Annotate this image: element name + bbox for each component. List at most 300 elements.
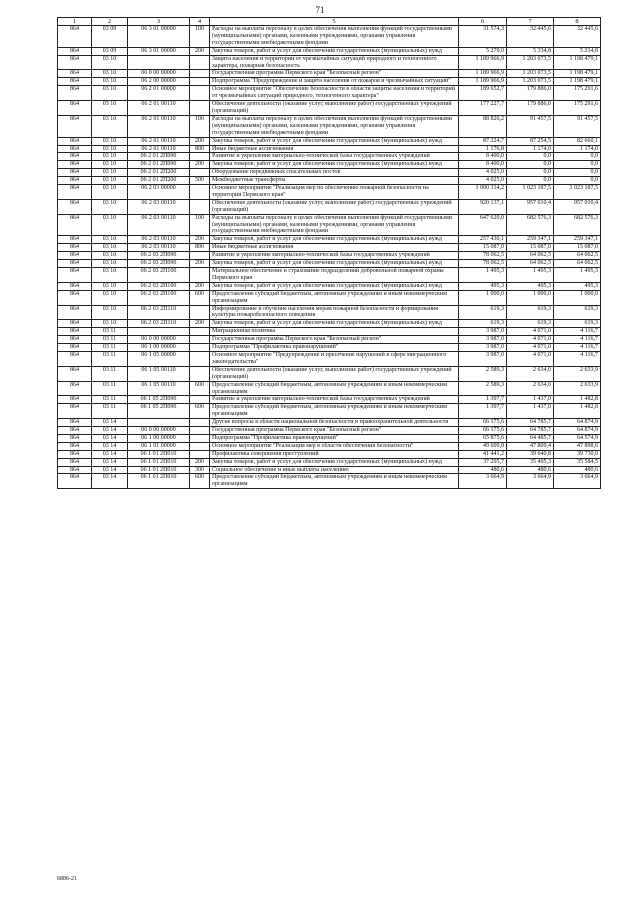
item-name: Социальное обеспечение и иные выплаты населению xyxy=(210,466,459,474)
amount-year-3: 957 010,4 xyxy=(554,199,601,214)
table-row xyxy=(58,366,601,381)
amount-year-1: 2 589,3 xyxy=(459,366,507,381)
target-article-code: 06 2 03 00110 xyxy=(128,199,190,214)
amount-year-2: 682 576,3 xyxy=(507,214,554,236)
column-number: 1 xyxy=(58,18,92,26)
target-article-code: 06 3 01 00090 xyxy=(128,47,190,55)
amount-year-1: 3 987,0 xyxy=(459,351,507,366)
table-row xyxy=(58,290,601,305)
ministry-code: 864 xyxy=(58,404,92,419)
table-row xyxy=(58,161,601,169)
section-code: 03 10 xyxy=(92,70,128,78)
amount-year-3: 3 664,9 xyxy=(554,474,601,489)
section-code: 03 10 xyxy=(92,55,128,70)
item-name: Предоставление субсидий бюджетным, автономным учреждениям и иным некоммерческим организациям xyxy=(210,290,459,305)
amount-year-3: 1 198 479,1 xyxy=(554,70,601,78)
target-article-code: 06 1 05 00110 xyxy=(128,366,190,381)
ministry-code: 864 xyxy=(58,268,92,283)
expense-type-code: 100 xyxy=(190,115,210,137)
expense-type-code: 100 xyxy=(190,214,210,236)
item-name: Обеспечение деятельности (оказание услуг, выполнение работ) государственных учреждений (организаций) xyxy=(210,101,459,116)
expense-type-code: 200 xyxy=(190,236,210,244)
amount-year-3: 15 087,0 xyxy=(554,244,601,252)
target-article-code: 06 1 01 2П010 xyxy=(128,466,190,474)
table-row xyxy=(58,214,601,236)
target-article-code: 06 2 01 2П090 xyxy=(128,161,190,169)
amount-year-3: 480,6 xyxy=(554,466,601,474)
target-article-code: 06 0 00 00000 xyxy=(128,70,190,78)
expense-type-code xyxy=(190,396,210,404)
amount-year-3: 35 584,5 xyxy=(554,458,601,466)
amount-year-1: 78 062,5 xyxy=(459,252,507,260)
target-article-code xyxy=(128,328,190,336)
expense-type-code: 800 xyxy=(190,145,210,153)
section-code: 03 10 xyxy=(92,137,128,145)
amount-year-2: 619,3 xyxy=(507,305,554,320)
expense-type-code xyxy=(190,427,210,435)
amount-year-3: 4 116,7 xyxy=(554,336,601,344)
section-code: 03 10 xyxy=(92,214,128,236)
ministry-code: 864 xyxy=(58,366,92,381)
item-name: Закупка товаров, работ и услуг для обеспечения государственных (муниципальных) нужд xyxy=(210,320,459,328)
amount-year-3: 1 198 479,1 xyxy=(554,55,601,70)
ministry-code: 864 xyxy=(58,137,92,145)
item-name: Закупка товаров, работ и услуг для обеспечения государственных (муниципальных) нужд xyxy=(210,260,459,268)
table-row xyxy=(58,177,601,185)
ministry-code: 864 xyxy=(58,78,92,86)
section-code: 03 10 xyxy=(92,244,128,252)
expense-type-code: 200 xyxy=(190,47,210,55)
amount-year-3: 82 660,1 xyxy=(554,137,601,145)
table-row xyxy=(58,336,601,344)
section-code: 03 14 xyxy=(92,458,128,466)
expense-type-code: 600 xyxy=(190,404,210,419)
section-code: 03 11 xyxy=(92,336,128,344)
section-code: 03 10 xyxy=(92,169,128,177)
amount-year-2: 32 445,6 xyxy=(507,26,554,48)
amount-year-1: 41 441,2 xyxy=(459,450,507,458)
expense-type-code: 200 xyxy=(190,458,210,466)
target-article-code: 06 2 01 00110 xyxy=(128,115,190,137)
ministry-code: 864 xyxy=(58,161,92,169)
table-row xyxy=(58,305,601,320)
amount-year-1: 31 574,3 xyxy=(459,26,507,48)
amount-year-1: 1 176,8 xyxy=(459,145,507,153)
item-name: Расходы на выплаты персоналу в целях обеспечения выполнения функций государственными (муниципальными) органами, казенными учреждениями, органами управления государственными внебюджетными фондами xyxy=(210,26,459,48)
ministry-code: 864 xyxy=(58,466,92,474)
ministry-code: 864 xyxy=(58,458,92,466)
section-code: 03 10 xyxy=(92,305,128,320)
amount-year-3: 64 062,5 xyxy=(554,260,601,268)
item-name: Иные бюджетные ассигнования xyxy=(210,145,459,153)
item-name: Предоставление субсидий бюджетным, автономным учреждениям и иным некоммерческим организациям xyxy=(210,474,459,489)
target-article-code xyxy=(128,55,190,70)
amount-year-1: 1 000 314,2 xyxy=(459,185,507,200)
amount-year-2: 3 664,9 xyxy=(507,474,554,489)
section-code: 03 14 xyxy=(92,466,128,474)
target-article-code: 06 1 00 00000 xyxy=(128,344,190,352)
table-row xyxy=(58,169,601,177)
amount-year-3: 64 062,5 xyxy=(554,252,601,260)
item-name: Развитие и укрепление материально-технической базы государственных учреждений xyxy=(210,252,459,260)
amount-year-2: 1 203 073,5 xyxy=(507,55,554,70)
item-name: Иные бюджетные ассигнования xyxy=(210,244,459,252)
amount-year-1: 1 189 966,9 xyxy=(459,70,507,78)
section-code: 03 10 xyxy=(92,101,128,116)
ministry-code: 864 xyxy=(58,260,92,268)
expense-type-code xyxy=(190,351,210,366)
target-article-code: 06 2 03 2П100 xyxy=(128,290,190,305)
table-row xyxy=(58,450,601,458)
item-name: Основное мероприятие "Предупреждение и пресечение нарушений в сфере миграционного законодательства" xyxy=(210,351,459,366)
expense-type-code: 200 xyxy=(190,260,210,268)
ministry-code: 864 xyxy=(58,252,92,260)
amount-year-1: 3 987,0 xyxy=(459,328,507,336)
item-name: Подпрограмма "Предупреждение и защита населения от пожаров и чрезвычайных ситуаций" xyxy=(210,78,459,86)
amount-year-2: 0,0 xyxy=(507,169,554,177)
amount-year-1: 8 400,0 xyxy=(459,153,507,161)
amount-year-2: 2 634,0 xyxy=(507,381,554,396)
table-row xyxy=(58,419,601,427)
ministry-code: 864 xyxy=(58,396,92,404)
ministry-code: 864 xyxy=(58,434,92,442)
section-code: 03 10 xyxy=(92,115,128,137)
table-row xyxy=(58,404,601,419)
item-name: Предоставление субсидий бюджетным, автономным учреждениям и иным некоммерческим организациям xyxy=(210,404,459,419)
ministry-code: 864 xyxy=(58,474,92,489)
section-code: 03 11 xyxy=(92,328,128,336)
table-row xyxy=(58,115,601,137)
amount-year-1: 65 875,6 xyxy=(459,434,507,442)
amount-year-1: 5 270,0 xyxy=(459,47,507,55)
ministry-code: 864 xyxy=(58,26,92,48)
ministry-code: 864 xyxy=(58,70,92,78)
amount-year-2: 4 071,0 xyxy=(507,351,554,366)
item-name: Материальное обеспечение и страхование подразделений добровольной пожарной охраны Пермского края xyxy=(210,268,459,283)
ministry-code: 864 xyxy=(58,450,92,458)
amount-year-1: 257 430,1 xyxy=(459,236,507,244)
amount-year-3: 175 291,6 xyxy=(554,86,601,101)
amount-year-2: 4 071,0 xyxy=(507,328,554,336)
ministry-code: 864 xyxy=(58,427,92,435)
table-row xyxy=(58,344,601,352)
amount-year-2: 1 437,0 xyxy=(507,404,554,419)
table-row xyxy=(58,55,601,70)
amount-year-3: 64 874,9 xyxy=(554,427,601,435)
amount-year-3: 64 574,9 xyxy=(554,434,601,442)
target-article-code: 06 1 00 00000 xyxy=(128,434,190,442)
ministry-code: 864 xyxy=(58,177,92,185)
amount-year-2: 0,0 xyxy=(507,153,554,161)
amount-year-1: 8 400,0 xyxy=(459,161,507,169)
section-code: 03 14 xyxy=(92,474,128,489)
amount-year-2: 480,6 xyxy=(507,466,554,474)
column-number: 8 xyxy=(554,18,601,26)
table-row xyxy=(58,282,601,290)
amount-year-2: 15 087,0 xyxy=(507,244,554,252)
expense-type-code xyxy=(190,252,210,260)
ministry-code: 864 xyxy=(58,145,92,153)
amount-year-2: 5 334,8 xyxy=(507,47,554,55)
expense-type-code: 600 xyxy=(190,381,210,396)
item-name: Государственная программа Пермского края "Безопасный регион" xyxy=(210,427,459,435)
amount-year-1: 4 025,0 xyxy=(459,177,507,185)
amount-year-2: 495,3 xyxy=(507,282,554,290)
amount-year-2: 39 640,8 xyxy=(507,450,554,458)
ministry-code: 864 xyxy=(58,290,92,305)
item-name: Развитие и укрепление материально-технической базы государственных учреждений xyxy=(210,396,459,404)
target-article-code: 06 1 01 00000 xyxy=(128,442,190,450)
expense-type-code: 500 xyxy=(190,177,210,185)
expense-type-code xyxy=(190,70,210,78)
item-name: Закупка товаров, работ и услуг для обеспечения государственных (муниципальных) нужд xyxy=(210,458,459,466)
amount-year-1: 78 062,5 xyxy=(459,260,507,268)
target-article-code: 06 1 05 2П090 xyxy=(128,396,190,404)
ministry-code: 864 xyxy=(58,101,92,116)
table-row xyxy=(58,268,601,283)
item-name: Основное мероприятие "Обеспечение безопасности в области защиты населения и территорий от чрезвычайных ситуаций природного, техногенного характера" xyxy=(210,86,459,101)
table-row xyxy=(58,86,601,101)
table-row xyxy=(58,70,601,78)
target-article-code: 06 2 01 00000 xyxy=(128,86,190,101)
section-code: 03 09 xyxy=(92,26,128,48)
amount-year-2: 64 062,5 xyxy=(507,260,554,268)
target-article-code xyxy=(128,419,190,427)
amount-year-3: 1 198 479,1 xyxy=(554,78,601,86)
target-article-code: 06 2 01 00110 xyxy=(128,137,190,145)
amount-year-3: 619,3 xyxy=(554,305,601,320)
target-article-code: 06 1 05 00000 xyxy=(128,351,190,366)
section-code: 03 11 xyxy=(92,396,128,404)
item-name: Закупка товаров, работ и услуг для обеспечения государственных (муниципальных) нужд xyxy=(210,47,459,55)
amount-year-2: 91 457,5 xyxy=(507,115,554,137)
amount-year-2: 4 071,0 xyxy=(507,336,554,344)
amount-year-1: 619,3 xyxy=(459,320,507,328)
ministry-code: 864 xyxy=(58,282,92,290)
table-header-row xyxy=(58,18,601,26)
table-row xyxy=(58,458,601,466)
target-article-code: 06 2 03 2П110 xyxy=(128,305,190,320)
ministry-code: 864 xyxy=(58,153,92,161)
section-code: 03 10 xyxy=(92,86,128,101)
item-name: Обеспечение деятельности (оказание услуг, выполнение работ) государственных учреждений (организаций) xyxy=(210,199,459,214)
table-row xyxy=(58,381,601,396)
target-article-code: 06 2 01 2П200 xyxy=(128,177,190,185)
amount-year-3: 47 898,6 xyxy=(554,442,601,450)
expense-type-code xyxy=(190,185,210,200)
ministry-code: 864 xyxy=(58,320,92,328)
amount-year-2: 64 785,7 xyxy=(507,427,554,435)
table-row xyxy=(58,434,601,442)
expense-type-code xyxy=(190,336,210,344)
amount-year-3: 2 633,9 xyxy=(554,366,601,381)
ministry-code: 864 xyxy=(58,199,92,214)
expense-type-code: 100 xyxy=(190,26,210,48)
table-row xyxy=(58,466,601,474)
section-code: 03 10 xyxy=(92,290,128,305)
column-number: 3 xyxy=(128,18,190,26)
item-name: Расходы на выплаты персоналу в целях обеспечения выполнения функций государственными (муниципальными) органами, казенными учреждениями, органами управления государственными внебюджетными фондами xyxy=(210,214,459,236)
item-name: Профилактика совершения преступлений xyxy=(210,450,459,458)
target-article-code: 06 0 00 00000 xyxy=(128,427,190,435)
expense-type-code xyxy=(190,199,210,214)
amount-year-1: 1 397,7 xyxy=(459,404,507,419)
item-name: Закупка товаров, работ и услуг для обеспечения государственных (муниципальных) нужд xyxy=(210,236,459,244)
ministry-code: 864 xyxy=(58,47,92,55)
amount-year-1: 920 137,1 xyxy=(459,199,507,214)
expense-type-code: 600 xyxy=(190,474,210,489)
amount-year-1: 3 987,0 xyxy=(459,336,507,344)
expense-type-code: 200 xyxy=(190,137,210,145)
ministry-code: 864 xyxy=(58,305,92,320)
item-name: Предоставление субсидий бюджетным, автономным учреждениям и иным некоммерческим организациям xyxy=(210,381,459,396)
item-name: Оборудование передвижных спасательных постов xyxy=(210,169,459,177)
column-number: 5 xyxy=(210,18,459,26)
expense-type-code: 300 xyxy=(190,466,210,474)
item-name: Основное мероприятие "Реализация мер в области обеспечения безопасности" xyxy=(210,442,459,450)
table-row xyxy=(58,26,601,48)
amount-year-2: 259 347,1 xyxy=(507,236,554,244)
target-article-code: 06 2 03 2П090 xyxy=(128,252,190,260)
section-code: 03 11 xyxy=(92,351,128,366)
column-number: 4 xyxy=(190,18,210,26)
target-article-code: 06 2 00 00000 xyxy=(128,78,190,86)
target-article-code: 06 1 01 2П010 xyxy=(128,474,190,489)
amount-year-3: 0,0 xyxy=(554,161,601,169)
table-row xyxy=(58,101,601,116)
section-code: 03 14 xyxy=(92,442,128,450)
amount-year-2: 64 785,7 xyxy=(507,419,554,427)
table-row xyxy=(58,137,601,145)
amount-year-3: 4 116,7 xyxy=(554,351,601,366)
expense-type-code xyxy=(190,86,210,101)
amount-year-1: 1 397,7 xyxy=(459,396,507,404)
target-article-code: 06 1 05 2П090 xyxy=(128,404,190,419)
table-row xyxy=(58,153,601,161)
ministry-code: 864 xyxy=(58,419,92,427)
amount-year-3: 0,0 xyxy=(554,169,601,177)
section-code: 03 10 xyxy=(92,268,128,283)
amount-year-3: 682 576,3 xyxy=(554,214,601,236)
section-code: 03 10 xyxy=(92,252,128,260)
amount-year-1: 4 025,0 xyxy=(459,169,507,177)
item-name: Межбюджетные трансферты xyxy=(210,177,459,185)
amount-year-3: 1 000,0 xyxy=(554,290,601,305)
target-article-code: 06 2 03 2П100 xyxy=(128,282,190,290)
ministry-code: 864 xyxy=(58,214,92,236)
amount-year-2: 1 174,0 xyxy=(507,145,554,153)
target-article-code: 06 2 03 00000 xyxy=(128,185,190,200)
section-code: 03 10 xyxy=(92,161,128,169)
ministry-code: 864 xyxy=(58,351,92,366)
expense-type-code: 200 xyxy=(190,320,210,328)
expense-type-code xyxy=(190,78,210,86)
ministry-code: 864 xyxy=(58,55,92,70)
page-number: 71 xyxy=(315,5,325,15)
section-code: 03 14 xyxy=(92,450,128,458)
section-code: 03 10 xyxy=(92,145,128,153)
target-article-code: 06 1 05 00110 xyxy=(128,381,190,396)
ministry-code: 864 xyxy=(58,442,92,450)
amount-year-3: 32 445,6 xyxy=(554,26,601,48)
section-code: 03 10 xyxy=(92,260,128,268)
amount-year-2: 87 254,5 xyxy=(507,137,554,145)
expense-type-code xyxy=(190,55,210,70)
table-row xyxy=(58,396,601,404)
section-code: 03 11 xyxy=(92,404,128,419)
table-row xyxy=(58,351,601,366)
amount-year-2: 957 010,4 xyxy=(507,199,554,214)
amount-year-1: 88 826,2 xyxy=(459,115,507,137)
amount-year-3: 4 116,7 xyxy=(554,328,601,336)
amount-year-1: 3 664,9 xyxy=(459,474,507,489)
target-article-code: 06 2 03 2П110 xyxy=(128,320,190,328)
target-article-code: 06 2 03 00110 xyxy=(128,244,190,252)
ministry-code: 864 xyxy=(58,336,92,344)
expense-type-code xyxy=(190,366,210,381)
amount-year-2: 179 886,0 xyxy=(507,86,554,101)
amount-year-2: 1 203 073,5 xyxy=(507,78,554,86)
table-row xyxy=(58,260,601,268)
item-name: Информирование и обучение населения мерам пожарной безопасности и формирования культуры пожаробезопасного поведения xyxy=(210,305,459,320)
amount-year-3: 4 116,7 xyxy=(554,344,601,352)
amount-year-1: 66 175,6 xyxy=(459,427,507,435)
ministry-code: 864 xyxy=(58,185,92,200)
ministry-code: 864 xyxy=(58,244,92,252)
section-code: 03 14 xyxy=(92,419,128,427)
table-row xyxy=(58,236,601,244)
amount-year-2: 64 485,7 xyxy=(507,434,554,442)
amount-year-3: 259 347,1 xyxy=(554,236,601,244)
amount-year-1: 1 189 966,9 xyxy=(459,55,507,70)
table-row xyxy=(58,427,601,435)
target-article-code: 06 2 03 00110 xyxy=(128,236,190,244)
table-row xyxy=(58,320,601,328)
expense-type-code: 200 xyxy=(190,161,210,169)
ministry-code: 864 xyxy=(58,115,92,137)
budget-table xyxy=(57,17,601,489)
amount-year-1: 480,6 xyxy=(459,466,507,474)
amount-year-3: 1 482,8 xyxy=(554,404,601,419)
amount-year-1: 1 189 966,9 xyxy=(459,78,507,86)
amount-year-3: 39 730,0 xyxy=(554,450,601,458)
ministry-code: 864 xyxy=(58,86,92,101)
amount-year-3: 1 482,8 xyxy=(554,396,601,404)
target-article-code: 06 3 01 00090 xyxy=(128,26,190,48)
amount-year-2: 1 000,0 xyxy=(507,290,554,305)
section-code: 03 10 xyxy=(92,185,128,200)
amount-year-3: 1 495,3 xyxy=(554,268,601,283)
item-name: Закупка товаров, работ и услуг для обеспечения государственных (муниципальных) нужд xyxy=(210,137,459,145)
item-name: Защита населения и территории от чрезвычайных ситуаций природного и техногенного характера, пожарная безопасность xyxy=(210,55,459,70)
document-code: 6886-21 xyxy=(57,876,77,882)
expense-type-code xyxy=(190,268,210,283)
expense-type-code xyxy=(190,419,210,427)
item-name: Государственная программа Пермского края "Безопасный регион" xyxy=(210,70,459,78)
target-article-code: 06 2 03 2П090 xyxy=(128,260,190,268)
amount-year-1: 1 000,0 xyxy=(459,290,507,305)
ministry-code: 864 xyxy=(58,344,92,352)
amount-year-2: 0,0 xyxy=(507,177,554,185)
ministry-code: 864 xyxy=(58,236,92,244)
section-code: 03 10 xyxy=(92,177,128,185)
table-row xyxy=(58,47,601,55)
ministry-code: 864 xyxy=(58,328,92,336)
amount-year-1: 189 652,7 xyxy=(459,86,507,101)
ministry-code: 864 xyxy=(58,381,92,396)
amount-year-3: 0,0 xyxy=(554,153,601,161)
item-name: Основное мероприятие "Реализация мер по обеспечению пожарной безопасности на территории Пермского края" xyxy=(210,185,459,200)
